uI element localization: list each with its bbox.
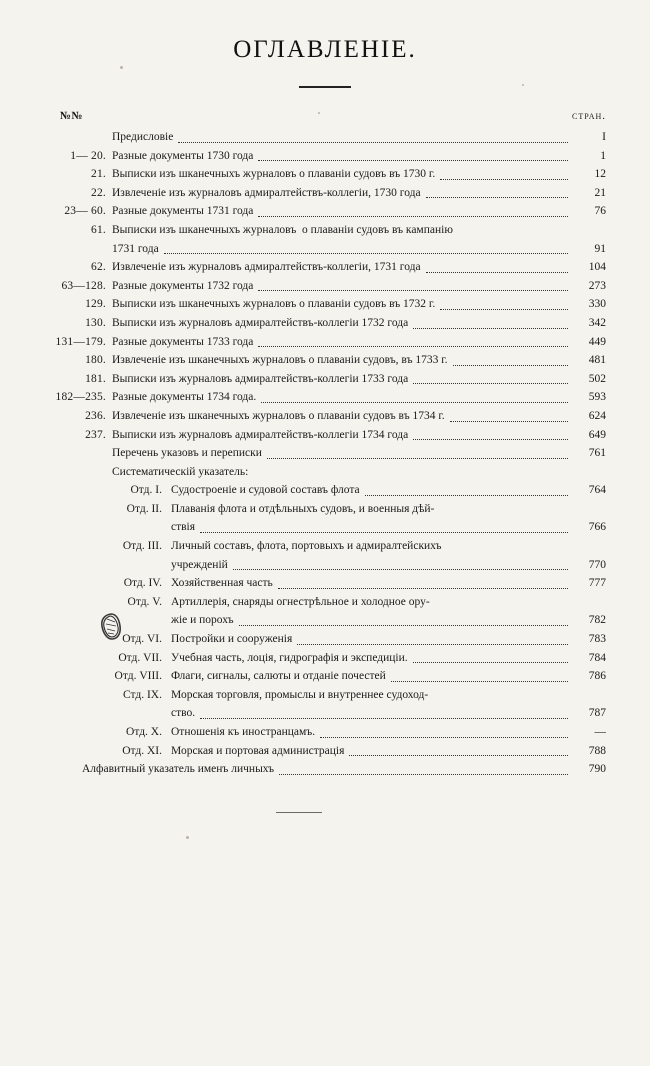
leader-dots [349, 754, 568, 756]
toc-entry [34, 649, 606, 668]
entry-number: 63—128. [61, 279, 106, 292]
leader-dots [258, 289, 568, 291]
entry-title: Постройки и сооруженія [171, 633, 293, 646]
leader-dots [239, 624, 568, 626]
entry-title: учрежденій [171, 558, 228, 571]
entry-title: Разные документы 1731 года [112, 205, 254, 218]
leader-dots [320, 736, 568, 738]
entry-title: Выписки изъ журналовъ адмиралтействъ-коллегіи 1734 года [112, 428, 409, 441]
leader-dots [258, 159, 568, 161]
toc-entry [34, 593, 606, 612]
leader-dots [233, 568, 568, 570]
entry-title: Извлеченіе изъ журналовъ адмиралтействъ-коллегіи, 1730 года [112, 186, 421, 199]
toc-footer-entry [34, 760, 606, 779]
entry-title: Артиллерія, снаряды огнестрѣльное и холодное ору- [171, 595, 430, 608]
entry-number: 237. [85, 428, 106, 441]
entry-number: 22. [91, 186, 106, 199]
entry-title: Перечень указовъ и переписки [112, 447, 262, 460]
entry-number: 180. [85, 354, 106, 367]
toc-entry [34, 370, 606, 389]
entry-page-number: 770 [588, 558, 606, 571]
page-title: ОГЛАВЛЕНІЕ. [233, 36, 417, 63]
entry-page-number: 449 [588, 335, 606, 348]
entry-number: 130. [85, 316, 106, 329]
entry-page-number: 21 [594, 186, 606, 199]
toc-entry [34, 686, 606, 705]
toc-entry [34, 500, 606, 519]
entry-page-number: 766 [588, 521, 606, 534]
toc-entry [34, 240, 606, 259]
toc-entry [34, 611, 606, 630]
entry-title: жіе и порохъ [171, 614, 234, 627]
toc-entry [34, 333, 606, 352]
leader-dots [200, 717, 568, 719]
entry-title: Плаванія флота и отдѣльныхъ судовъ, и военныя дѣй- [171, 502, 435, 515]
toc-entry [34, 704, 606, 723]
toc-entry [34, 444, 606, 463]
entry-page-number: 342 [588, 316, 606, 329]
leader-dots [413, 382, 568, 384]
entry-title: Хозяйственная часть [171, 577, 273, 590]
toc-entry [34, 128, 606, 147]
entry-page-number: 782 [588, 614, 606, 627]
entry-page-number: 330 [588, 298, 606, 311]
toc-entry [34, 407, 606, 426]
entry-title: Извлеченіе изъ шканечныхъ журналовъ о плаваніи судовъ, въ 1733 г. [112, 354, 448, 367]
entry-title: Флаги, сигналы, салюты и отданіе почестей [171, 670, 386, 683]
entry-number: 236. [85, 409, 106, 422]
entry-title: Выписки изъ шканечныхъ журналовъ о плаваніи судовъ въ 1730 г. [112, 168, 436, 181]
toc-entry [34, 630, 606, 649]
entry-title: Предисловіе [112, 131, 174, 143]
leader-dots [278, 587, 568, 589]
toc-entry [34, 481, 606, 500]
entry-title: Извлеченіе изъ шканечныхъ журналовъ о плаваніи судовъ въ 1734 г. [112, 409, 445, 422]
entry-title: 1731 года [112, 242, 159, 255]
toc-entry [34, 667, 606, 686]
toc-entry [34, 574, 606, 593]
leader-dots [178, 141, 568, 143]
entry-page-number: 777 [588, 577, 606, 590]
toc-entry [34, 518, 606, 537]
entry-page-number: 649 [588, 428, 606, 441]
leader-dots [391, 680, 568, 682]
section-label: Отд. IV. [123, 577, 162, 590]
entry-title: Разные документы 1730 года [112, 149, 254, 162]
toc-entry [34, 426, 606, 445]
entry-title: Судостроеніе и судовой составъ флота [171, 484, 360, 497]
toc-entry [34, 388, 606, 407]
leader-dots [450, 420, 568, 422]
entry-title: Систематическій указатель: [112, 465, 249, 478]
toc-entry [34, 147, 606, 166]
column-headers [0, 110, 650, 122]
entry-title: Морская и портовая администрація [171, 744, 345, 757]
entry-number: 62. [91, 261, 106, 274]
entry-page-number: 481 [588, 354, 606, 367]
entry-number: 131—179. [55, 335, 106, 348]
toc-entry [34, 258, 606, 277]
entry-number: 129. [85, 298, 106, 311]
table-of-contents [0, 128, 650, 779]
paper-speck [120, 66, 123, 69]
leader-dots [440, 178, 568, 180]
toc-entry [34, 221, 606, 240]
paper-speck [186, 836, 189, 839]
toc-entry [34, 295, 606, 314]
column-header-numbers: №№ [60, 110, 84, 122]
toc-entry [34, 556, 606, 575]
entry-title: Разные документы 1733 года [112, 335, 254, 348]
paper-speck [318, 112, 320, 114]
entry-page-number: 783 [588, 633, 606, 646]
entry-title: Отношенія къ иностранцамъ. [171, 726, 316, 738]
entry-page-number: 76 [594, 205, 606, 218]
entry-title: ство. [171, 707, 196, 720]
paper-speck [522, 84, 524, 86]
entry-page-number: 273 [588, 279, 606, 292]
section-label: Отд. VII. [118, 651, 162, 664]
column-header-pages: стран. [572, 110, 606, 122]
entry-page-number: 624 [588, 409, 606, 422]
entry-page-number: 790 [588, 763, 606, 776]
leader-dots [261, 401, 568, 403]
entry-page-number: 502 [588, 372, 606, 385]
leader-dots [426, 196, 568, 198]
section-label: Отд. X. [126, 726, 162, 738]
entry-title: Разные документы 1732 года [112, 279, 254, 292]
entry-page-number: 91 [594, 242, 606, 255]
leader-dots [279, 773, 568, 775]
section-label: Отд. II. [126, 502, 162, 515]
toc-entry [34, 165, 606, 184]
leader-dots [413, 438, 568, 440]
entry-page-number: I [602, 131, 606, 143]
toc-entry [34, 314, 606, 333]
toc-entry [34, 742, 606, 761]
leader-dots [440, 308, 568, 310]
entry-title: Разные документы 1734 года. [112, 391, 257, 404]
leader-dots [453, 364, 568, 366]
entry-title: Личный составъ, флота, портовыхъ и адмиралтейскихъ [171, 540, 442, 553]
toc-entry [34, 463, 606, 482]
entry-number: 21. [91, 168, 106, 181]
entry-page-number: 784 [588, 651, 606, 664]
toc-entry [34, 277, 606, 296]
entry-title: Выписки изъ шканечныхъ журналовъ о плаваніи судовъ въ кампанію [112, 223, 453, 236]
entry-page-number: 593 [588, 391, 606, 404]
leader-dots [426, 271, 568, 273]
entry-page-number: 788 [588, 744, 606, 757]
section-label: Отд. I. [130, 484, 162, 497]
leader-dots [365, 494, 568, 496]
toc-index-sections [34, 481, 606, 760]
bottom-divider [276, 812, 322, 813]
section-label: Отд. III. [122, 540, 162, 553]
section-label: Отд. VIII. [114, 670, 162, 683]
entry-page-number: 1 [600, 149, 606, 162]
entry-page-number: — [594, 726, 606, 738]
entry-page-number: 787 [588, 707, 606, 720]
section-label: Стд. IX. [122, 688, 162, 701]
leader-dots [258, 345, 568, 347]
leader-dots [258, 215, 568, 217]
entry-page-number: 786 [588, 670, 606, 683]
entry-page-number: 761 [588, 447, 606, 460]
leader-dots [413, 661, 568, 663]
toc-entry [34, 760, 606, 779]
leader-dots [200, 531, 568, 533]
toc-entry [34, 537, 606, 556]
entry-number: 182—235. [55, 391, 106, 404]
entry-title: Выписки изъ шканечныхъ журналовъ о плаваніи судовъ въ 1732 г. [112, 298, 436, 311]
toc-entries [34, 128, 606, 481]
entry-page-number: 764 [588, 484, 606, 497]
entry-page-number: 104 [588, 261, 606, 274]
entry-number: 23— 60. [64, 205, 106, 218]
leader-dots [267, 457, 568, 459]
section-label: Отд. V. [127, 595, 162, 608]
entry-title: Выписки изъ журналовъ адмиралтействъ-коллегіи 1732 года [112, 316, 409, 329]
section-label: Отд. VI. [122, 633, 162, 646]
entry-title: Выписки изъ журналовъ адмиралтействъ-коллегіи 1733 года [112, 372, 409, 385]
entry-title: Извлеченіе изъ журналовъ адмиралтействъ-коллегіи, 1731 года [112, 261, 421, 274]
entry-number: 181. [85, 372, 106, 385]
entry-number: 1— 20. [70, 149, 106, 162]
toc-entry [34, 723, 606, 742]
section-label: Отд. XI. [122, 744, 162, 757]
toc-entry [34, 351, 606, 370]
leader-dots [164, 252, 568, 254]
leader-dots [297, 643, 568, 645]
toc-entry [34, 184, 606, 203]
entry-title: ствія [171, 521, 196, 534]
entry-title: Алфавитный указатель именъ личныхъ [82, 763, 275, 776]
entry-title: Морская торговля, промыслы и внутреннее судоход- [171, 688, 429, 701]
title-divider [299, 86, 351, 88]
entry-number: 61. [91, 223, 106, 236]
entry-title: Учебная часть, лоція, гидрографія и экспедиціи. [171, 651, 408, 664]
entry-page-number: 12 [594, 168, 606, 181]
toc-entry [34, 202, 606, 221]
leader-dots [413, 327, 568, 329]
